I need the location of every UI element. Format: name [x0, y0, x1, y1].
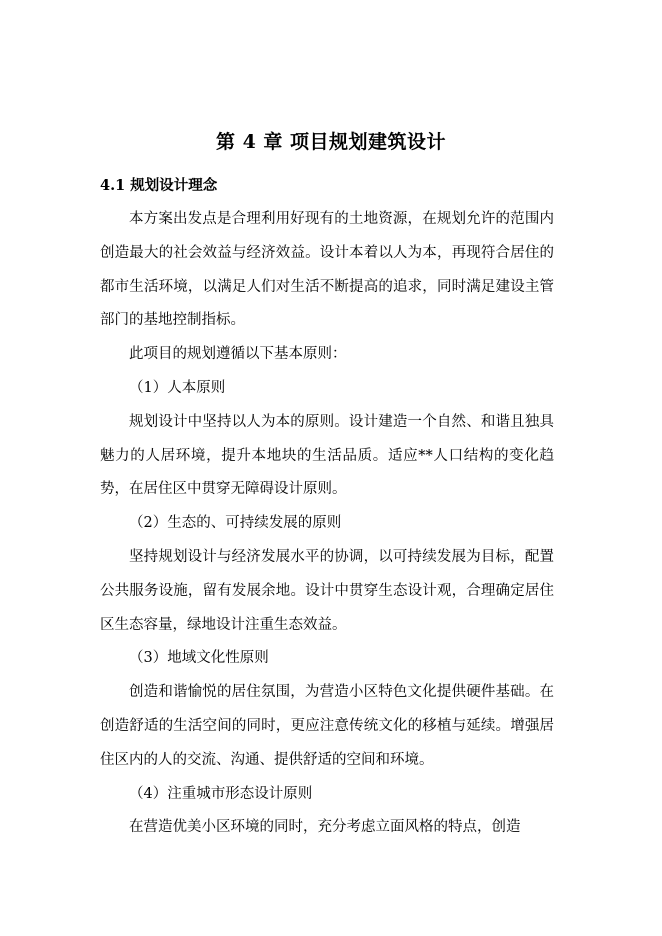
principle-heading-2: （2）生态的、可持续发展的原则 — [129, 515, 342, 532]
chapter-title: 第 4 章 项目规划建筑设计 — [215, 131, 447, 153]
principle-heading-3: （3）地域文化性原则 — [129, 650, 269, 667]
section-heading: 4.1 规划设计理念 — [100, 177, 218, 194]
paragraph-principles-lead: 此项目的规划遵循以下基本原则： — [129, 346, 347, 363]
principle-heading-1: （1）人本原则 — [129, 379, 226, 396]
paragraph-principle-4: 在营造优美小区环境的同时，充分考虑立面风格的特点，创造 — [129, 819, 521, 836]
paragraph-intro: 本方案出发点是合理利用好现有的土地资源，在规划允许的范围内创造最大的社会效益与经济效益。设计本着以人为本，再现符合居住的都市生活环境，以满足人们对生活不断提高的追求，同时满足建设主管部门的基地控制指标。 — [100, 211, 554, 329]
paragraph-principle-1: 规划设计中坚持以人为本的原则。设计建造一个自然、和谐且独具魅力的人居环境，提升本地块的生活品质。适应**人口结构的变化趋势，在居住区中贯穿无障碍设计原则。 — [100, 413, 554, 498]
body-text — [100, 203, 554, 845]
principle-heading-4: （4）注重城市形态设计原则 — [129, 785, 313, 802]
paragraph-principle-2: 坚持规划设计与经济发展水平的协调，以可持续发展为目标，配置公共服务设施，留有发展余地。设计中贯穿生态设计观，合理确定居住区生态容量，绿地设计注重生态效益。 — [100, 548, 554, 633]
paragraph-principle-3: 创造和谐愉悦的居住氛围，为营造小区特色文化提供硬件基础。在创造舒适的生活空间的同时，更应注意传统文化的移植与延续。增强居住区内的人的交流、沟通、提供舒适的空间和环境。 — [100, 684, 554, 768]
